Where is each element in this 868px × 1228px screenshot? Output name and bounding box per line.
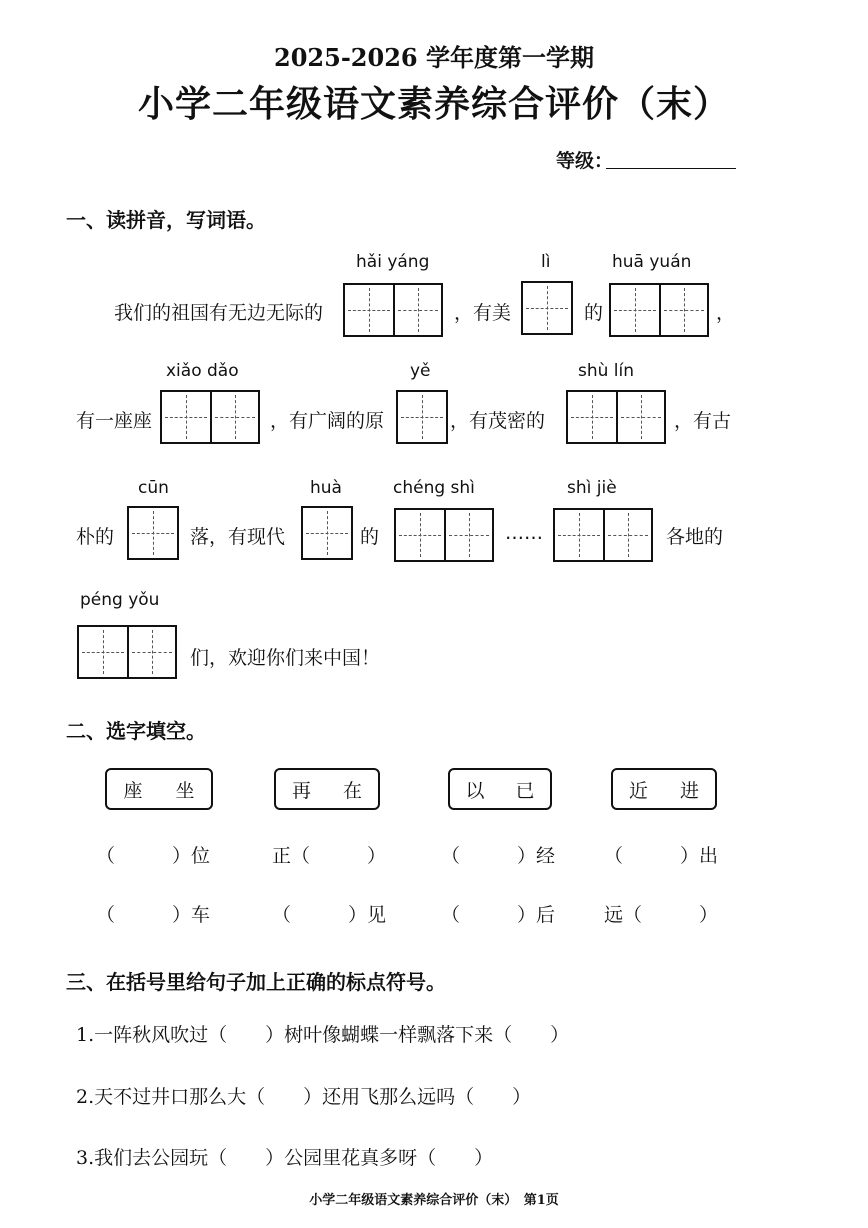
option-box-1 — [105, 768, 213, 810]
option-box-3 — [448, 768, 552, 810]
text-10: 落，有现代 — [190, 526, 286, 548]
text-12: …… — [505, 522, 543, 544]
text-2: ，有美 — [454, 302, 512, 324]
pinyin-cun: cūn — [138, 478, 169, 498]
option-2a: 再 — [291, 779, 311, 802]
fill-item[interactable]: （ ）车 — [96, 904, 211, 926]
page-footer: 小学二年级语文素养综合评价（末） 第1页 — [309, 1193, 559, 1208]
pinyin-pengyou: péng yǒu — [80, 590, 160, 610]
pinyin-shulin: shù lín — [578, 361, 635, 381]
text-5: 有一座座 — [76, 410, 153, 432]
text-6: ，有广阔的原 — [270, 410, 385, 432]
text-8: ，有古 — [674, 410, 732, 432]
fill-item[interactable]: （ ）位 — [96, 845, 211, 867]
pinyin-ye: yě — [410, 361, 431, 381]
answer-grid-shijie[interactable] — [553, 508, 653, 562]
text-1: 我们的祖国有无边无际的 — [114, 302, 324, 324]
answer-grid-cun[interactable] — [127, 506, 179, 560]
answer-grid-chengshi[interactable] — [394, 508, 494, 562]
answer-grid-hua[interactable] — [301, 506, 353, 560]
text-11: 的 — [360, 526, 380, 548]
section-1-heading: 一、读拼音，写词语。 — [66, 208, 266, 232]
sentence-1[interactable]: 1.一阵秋风吹过（ ）树叶像蝴蝶一样飘落下来（ ） — [76, 1024, 570, 1046]
answer-grid-li[interactable] — [521, 281, 573, 335]
fill-item[interactable]: （ ）出 — [604, 845, 719, 867]
section-2-heading: 二、选字填空。 — [66, 719, 206, 743]
fill-item[interactable]: 远（ ） — [604, 904, 719, 926]
exam-title: 小学二年级语文素养综合评价（末） — [137, 84, 730, 125]
answer-grid-xiaodao[interactable] — [160, 390, 260, 444]
pinyin-xiaodao: xiǎo dǎo — [166, 361, 239, 381]
section-3-heading: 三、在括号里给句子加上正确的标点符号。 — [66, 970, 446, 994]
pinyin-hua: huà — [310, 478, 342, 498]
grade-label: 等级： — [556, 150, 614, 172]
answer-grid-haiyang[interactable] — [343, 283, 443, 337]
option-box-4 — [611, 768, 717, 810]
pinyin-chengshi: chéng shì — [393, 478, 475, 498]
fill-item[interactable]: （ ）后 — [441, 904, 556, 926]
text-13: 各地的 — [666, 526, 724, 548]
grade-blank[interactable] — [606, 168, 736, 169]
text-4: ， — [716, 302, 736, 324]
sentence-2[interactable]: 2.天不过井口那么大（ ）还用飞那么远吗（ ） — [76, 1086, 532, 1108]
pinyin-li: lì — [541, 252, 551, 272]
option-1a: 座 — [123, 779, 143, 802]
text-7: ，有茂密的 — [450, 410, 546, 432]
fill-item[interactable]: （ ）见 — [272, 904, 387, 926]
option-4b: 进 — [679, 779, 699, 802]
fill-item[interactable]: （ ）经 — [441, 845, 556, 867]
option-2b: 在 — [342, 779, 362, 802]
sentence-3[interactable]: 3.我们去公园玩（ ）公园里花真多呀（ ） — [76, 1147, 494, 1169]
pinyin-huayuan: huā yuán — [612, 252, 692, 272]
text-14: 们，欢迎你们来中国！ — [190, 647, 381, 669]
option-1b: 坐 — [175, 779, 195, 802]
text-9: 朴的 — [76, 526, 115, 548]
option-box-2 — [274, 768, 380, 810]
option-4a: 近 — [628, 779, 648, 802]
pinyin-haiyang: hǎi yáng — [356, 252, 430, 272]
text-3: 的 — [584, 302, 604, 324]
fill-item[interactable]: 正（ ） — [272, 845, 387, 867]
answer-grid-huayuan[interactable] — [609, 283, 709, 337]
pinyin-shijie: shì jiè — [567, 478, 617, 498]
answer-grid-ye[interactable] — [396, 390, 448, 444]
option-3a: 以 — [465, 779, 485, 802]
option-3b: 已 — [515, 779, 535, 802]
answer-grid-shulin[interactable] — [566, 390, 666, 444]
answer-grid-pengyou[interactable] — [77, 625, 177, 679]
school-year: 2025-2026 学年度第一学期 — [274, 43, 594, 72]
